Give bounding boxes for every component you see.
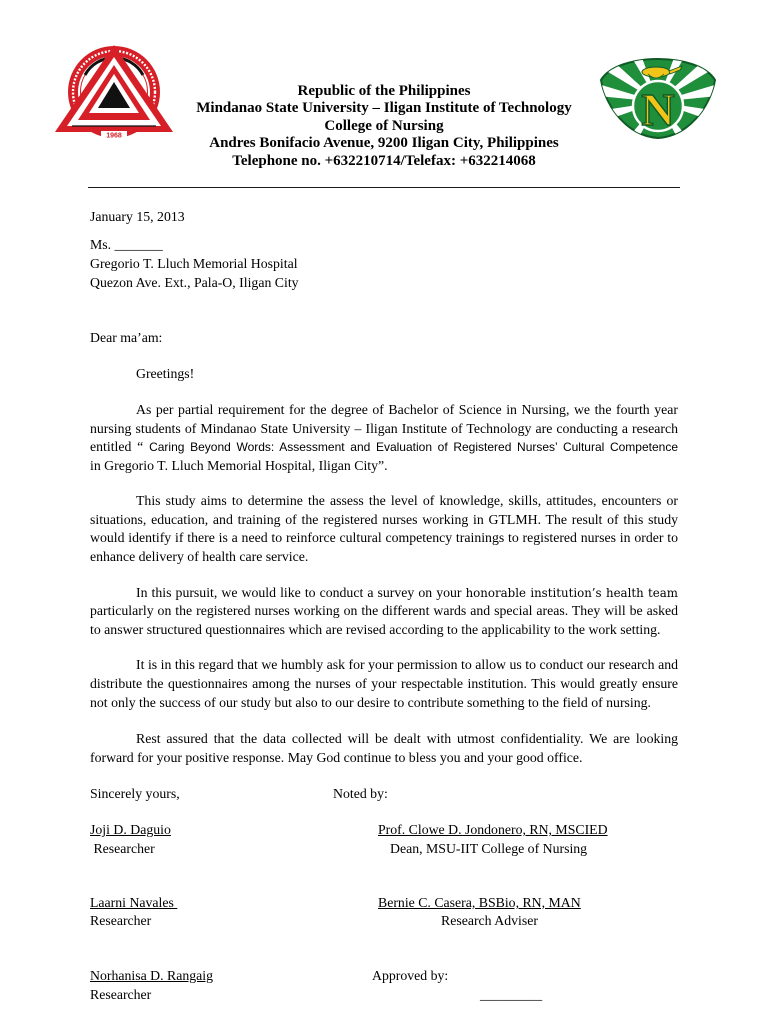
noter-2-name: Bernie C. Casera, BSBio, RN, MAN [378,895,581,910]
noter-1-name: Prof. Clowe D. Jondonero, RN, MSCIED [378,822,608,837]
greeting: Greetings! [136,366,195,381]
paragraph-3-line-3: to answer structured questionnaires which are revised according to the applicability to the work setting. [90,622,661,637]
researcher-3-role: Researcher [90,987,152,1002]
recipient-name: Ms. _______ [90,237,163,252]
researcher-1-role: Researcher [90,841,155,856]
paragraph-2-line-2: situations, education, and training of the registered nurses working in GTLMH. The result of this study [90,512,678,527]
paragraph-5-line-2: forward for your positive response. May God continue to bless you and your good office. [90,750,583,765]
noter-1-role: Dean, MSU-IIT College of Nursing [390,841,588,856]
study-title: Caring Beyond Words: Assessment and Evaluation of Registered Nurses’ Cultural Competence [149,440,678,454]
paragraph-2-line-4: enhance delivery of health care service. [90,549,309,564]
noter-2-role: Research Adviser [441,913,538,928]
paragraph-2-line-1: This study aims to determine the assess the level of knowledge, skills, attitudes, encounters or [136,493,678,508]
paragraph-3-line-1-lead: In this pursuit, we would like to conduct a survey on your [136,585,466,600]
closing-approved-by: Approved by: [372,968,449,983]
letterhead-country: Republic of the Philippines [297,83,471,99]
paragraph-5-line-1: Rest assured that the data collected will be dealt with utmost confidentiality. We are looking [136,731,678,746]
paragraph-1-line-2: nursing students of Mindanao State University – Iligan Institute of Technology are conducting a research [90,421,678,436]
paragraph-1-line-1: As per partial requirement for the degree of Bachelor of Science in Nursing, we the fourth year [136,402,678,417]
paragraph-3-line-1-tail: honorable institution’s health team [465,586,678,600]
letterhead-university: Mindanao State University – Iligan Institute of Technology [196,100,572,116]
paragraph-1-line-4: in Gregorio T. Lluch Memorial Hospital, Iligan City”. [90,458,388,473]
logo-letter: N [641,84,675,135]
closing-sincerely: Sincerely yours, [90,786,180,801]
seal-year: 1968 [106,132,122,140]
paragraph-3-line-2: particularly on the registered nurses working on the different wards and special areas. They will be asked [90,603,678,618]
approver-signature-blank: _________ [480,987,543,1002]
recipient-address: Quezon Ave. Ext., Pala-O, Iligan City [90,275,299,290]
researcher-2-name: Laarni Navales [90,895,178,910]
closing-noted-by: Noted by: [333,786,388,801]
paragraph-4-line-1: It is in this regard that we humbly ask for your permission to allow us to conduct our research and [136,657,678,672]
letterhead-telephone: Telephone no. +632210714/Telefax: +632214068 [232,153,536,169]
recipient-institution: Gregorio T. Lluch Memorial Hospital [90,256,298,271]
paragraph-3-line-1 [136,584,678,602]
letter-date: January 15, 2013 [90,209,185,224]
paragraph-2-line-3: would identify if there is a need to reinforce cultural competency trainings to registered nurses in order to [90,530,678,545]
paragraph-1-line-3-lead: entitled “ [90,439,150,454]
letterhead-divider [88,187,680,188]
paragraph-4-line-3: not only the success of our study but also to our desire to contribute something to the field of nursing. [90,695,651,710]
paragraph-1-line-3 [90,438,678,456]
salutation: Dear ma’am: [90,330,163,345]
paragraph-4-line-2: distribute the questionnaires among the nurses of your respectable institution. This would greatly ensure [90,676,678,691]
researcher-2-role: Researcher [90,913,152,928]
letterhead-college: College of Nursing [324,118,444,134]
letterhead-address: Andres Bonifacio Avenue, 9200 Iligan City, Philippines [209,135,559,151]
researcher-3-name: Norhanisa D. Rangaig [90,968,213,983]
researcher-1-name: Joji D. Daguio [90,822,171,837]
